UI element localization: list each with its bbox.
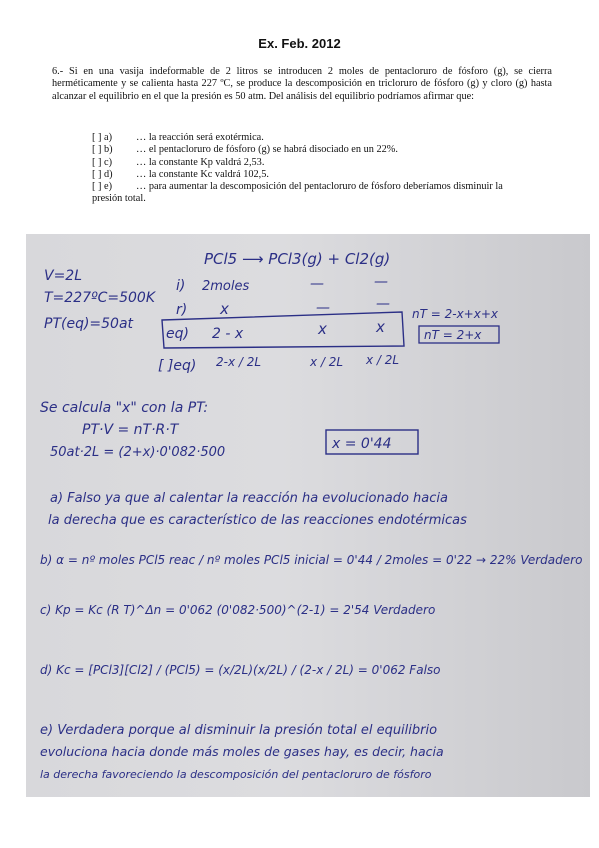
- option-e: [92, 181, 552, 193]
- option-a-label: [ ] a): [92, 132, 113, 143]
- data-pressure: PT(eq)=50at: [44, 316, 134, 332]
- conc-cl2: x / 2L: [366, 353, 400, 367]
- option-c-label: [ ] c): [92, 156, 113, 168]
- answer-a-line-1: a) Falso ya que al calentar la reacción ha evolucionado hacia: [50, 491, 448, 506]
- row-initial-value: 2moles: [202, 279, 250, 294]
- answer-e-line-3: la derecha favoreciendo la descomposición del pentacloruro de fósforo: [40, 768, 432, 781]
- option-b-label: [ ] b): [92, 144, 113, 156]
- answer-e-line-1: e) Verdadera porque al disminuir la presión total el equilibrio: [40, 723, 438, 738]
- option-b-text: … el pentacloruro de fósforo (g) se habrá disociado en un 22%.: [136, 144, 398, 156]
- option-c: [92, 157, 552, 169]
- eq-pcl5: 2 - x: [212, 326, 244, 342]
- row-initial-dash-2: —: [374, 274, 388, 290]
- option-d-text: … la constante Kc valdrá 102,5.: [136, 168, 269, 180]
- option-b: [92, 144, 552, 156]
- answer-e-line-2: evoluciona hacia donde más moles de gases hay, es decir, hacia: [40, 744, 444, 759]
- option-d: [92, 169, 552, 181]
- total-moles-calc: nT = 2-x+x+x: [412, 307, 498, 321]
- row-initial-dash-1: —: [310, 276, 324, 292]
- option-e-label: [ ] e): [92, 181, 113, 193]
- reaction-equation: PCl5 ⟶ PCl3(g) + Cl2(g): [204, 250, 391, 268]
- option-d-label: [ ] d): [92, 168, 113, 180]
- equilibrium-row-box: [162, 312, 404, 348]
- ideal-gas-formula: PT·V = nT·R·T: [82, 422, 179, 438]
- handwritten-solution-photo: [26, 234, 590, 797]
- answer-c: c) Kp = Kc (R T)^Δn = 0'062 (0'082·500)^(2-1) = 2'54 Verdadero: [40, 603, 436, 617]
- answer-b: b) α = nº moles PCl5 reac / nº moles PCl5 inicial = 0'44 / 2moles = 0'22 → 22% Verdadero: [40, 553, 583, 567]
- row-reacted: r): [176, 302, 188, 318]
- option-e-continuation: presión total.: [92, 193, 146, 205]
- eq-pcl3: x: [318, 320, 327, 338]
- conc-pcl5: 2-x / 2L: [216, 355, 262, 369]
- option-c-text: … la constante Kp valdrá 2,53.: [136, 156, 265, 168]
- row-reacted-dash-2: —: [376, 296, 390, 312]
- question-text: 6.- Si en una vasija indeformable de 2 litros se introducen 2 moles de pentacloruro de fósforo (g), se cierra herméticamente y se calienta hasta 227 ºC, se produce la descomposición en tricloruro de fósforo (g) y cloro (g) hasta alcanzar el equilibrio en el que la presión es 50 atm. Del análisis del equilibrio podríamos afirmar que:: [52, 66, 552, 102]
- total-moles-result: nT = 2+x: [424, 328, 482, 342]
- conc-pcl3: x / 2L: [310, 355, 344, 369]
- option-a-text: … la reacción será exotérmica.: [136, 132, 264, 143]
- data-volume: V=2L: [44, 268, 83, 284]
- row-reacted-x: x: [220, 300, 229, 318]
- answer-a-line-2: la derecha que es característico de las reacciones endotérmicas: [48, 513, 467, 528]
- eq-cl2: x: [376, 318, 385, 336]
- x-result: x = 0'44: [332, 436, 392, 452]
- row-equilibrium: eq): [166, 326, 189, 342]
- data-temperature: T=227ºC=500K: [44, 290, 156, 306]
- row-concentration: [ ]eq): [158, 358, 197, 374]
- row-initial: i): [176, 278, 186, 294]
- option-e-text: … para aumentar la descomposición del pentacloruro de fósforo deberíamos disminuir la: [136, 181, 503, 193]
- page-title: Ex. Feb. 2012: [258, 36, 341, 51]
- substitution: 50at·2L = (2+x)·0'082·500: [50, 445, 226, 460]
- handwriting-canvas: [26, 234, 590, 797]
- options-list: [92, 132, 552, 206]
- calc-intro: Se calcula "x" con la PT:: [40, 400, 209, 416]
- row-reacted-dash-1: —: [316, 300, 330, 316]
- answer-d: d) Kc = [PCl3][Cl2] / (PCl5) = (x/2L)(x/2L) / (2-x / 2L) = 0'062 Falso: [40, 663, 441, 677]
- option-a: [92, 132, 552, 144]
